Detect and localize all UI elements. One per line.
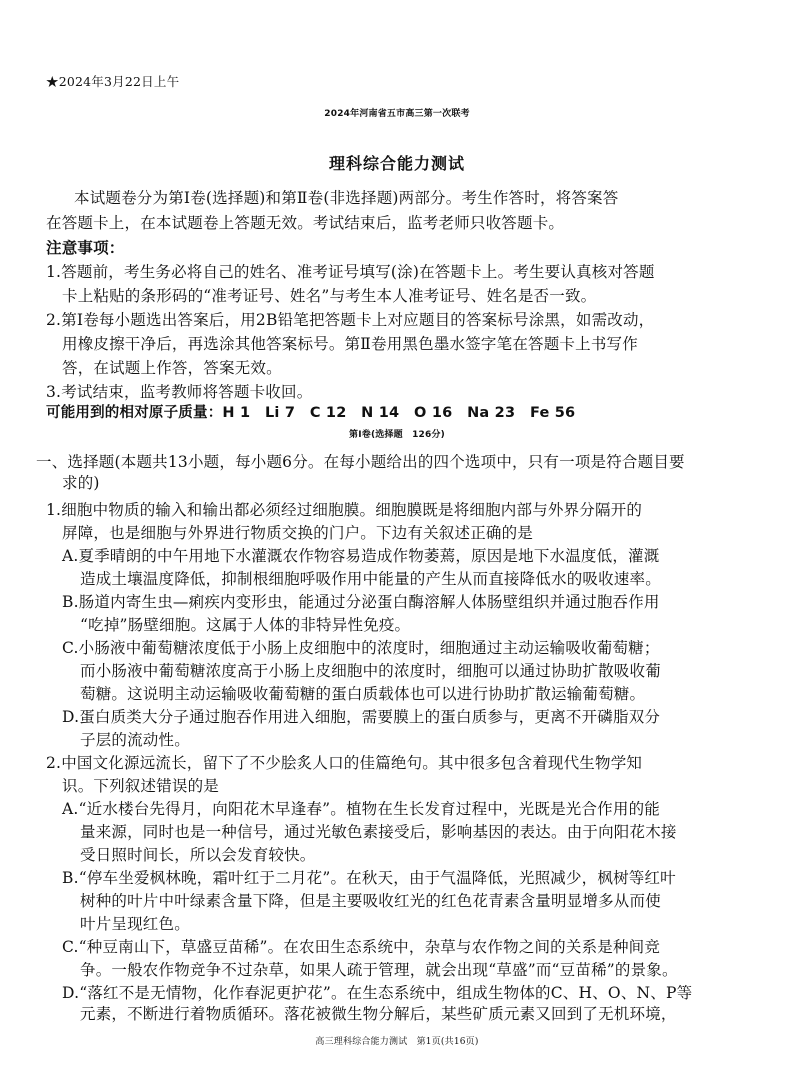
question-2-stem: 2.中国文化源远流长，留下了不少脍炙人口的佳篇绝句。其中很多包含着现代生物学知 xyxy=(46,754,643,772)
question-1-option-b: “吃掉”肠壁细胞。这属于人体的非特异性免疫。 xyxy=(80,616,411,634)
question-1-stem: 1.细胞中物质的输入和输出都必须经过细胞膜。细胞膜既是将细胞内部与外界分隔开的 xyxy=(46,501,643,519)
question-1-option-c: C.小肠液中葡萄糖浓度低于小肠上皮细胞中的浓度时，细胞通过主动运输吸收葡萄糖； xyxy=(62,639,660,657)
question-2-option-c: 争。一般农作物竞争不过杂草，如果人疏于管理，就会出现“草盛”而“豆苗稀”的景象。 xyxy=(80,961,678,979)
question-2-option-b: B.“停车坐爱枫林晚，霜叶红于二月花”。在秋天，由于气温降低，光照减少，枫树等红叶 xyxy=(62,869,676,887)
question-1-option-a: A.夏季晴朗的中午用地下水灌溉农作物容易造成作物萎蔫，原因是地下水温度低，灌溉 xyxy=(62,547,660,565)
question-1-option-c: 而小肠液中葡萄糖浓度高于小肠上皮细胞中的浓度时，细胞可以通过协助扩散吸收葡 xyxy=(80,662,661,680)
page-footer: 高三理科综合能力测试 第1页(共16页) xyxy=(315,1037,479,1047)
question-2-option-d: 元素，不断进行着物质循环。落花被微生物分解后，某些矿质元素又回到了无机环境， xyxy=(80,1005,677,1023)
question-1-option-c: 萄糖。这说明主动运输吸收葡萄糖的蛋白质载体也可以进行协助扩散运输葡萄糖。 xyxy=(80,685,646,703)
question-2-option-a: A.“近水楼台先得月，向阳花木早逢春”。植物在生长发育过程中，光既是光合作用的能 xyxy=(62,800,660,818)
question-2-option-b: 叶片呈现红色。 xyxy=(80,915,190,933)
question-2-option-a: 量来源，同时也是一种信号，通过光敏色素接受后，影响基因的表达。由于向阳花木接 xyxy=(80,823,677,841)
question-1-option-b: B.肠道内寄生虫—痢疾内变形虫，能通过分泌蛋白酶溶解人体肠壁组织并通过胞吞作用 xyxy=(62,593,660,611)
section-instruction: 求的) xyxy=(62,474,100,492)
exam-date: ★2024年3月22日上午 xyxy=(46,74,180,89)
notice-heading: 注意事项： xyxy=(46,239,125,257)
notice-line: 卡上粘贴的条形码的“准考证号、姓名”与考生本人准考证号、姓名是否一致。 xyxy=(62,287,597,305)
question-2-option-c: C.“种豆南山下，草盛豆苗稀”。在农田生态系统中，杂草与农作物之间的关系是种间竞 xyxy=(62,938,661,956)
question-2-option-b: 树种的叶片中叶绿素含量下降，但是主要吸收红光的红色花青素含量明显增多从而使 xyxy=(80,892,661,910)
notice-line: 用橡皮擦干净后，再选涂其他答案标号。第Ⅱ卷用黑色墨水签字笔在答题卡上书写作 xyxy=(62,335,638,353)
question-1-option-d: 子层的流动性。 xyxy=(80,731,190,749)
section-title: 第Ⅰ卷(选择题 126分) xyxy=(349,430,445,440)
intro-line: 在答题卡上，在本试题卷上答题无效。考试结束后，监考老师只收答题卡。 xyxy=(46,214,565,232)
question-2-stem: 识。下列叙述错误的是 xyxy=(62,777,220,795)
notice-line: 2.第Ⅰ卷每小题选出答案后，用2B铅笔把答题卡上对应题目的答案标号涂黑，如需改动， xyxy=(46,311,655,329)
question-1-option-a: 造成土壤温度降低，抑制根细胞呼吸作用中能量的产生从而直接降低水的吸收速率。 xyxy=(80,570,661,588)
question-1-option-d: D.蛋白质类大分子通过胞吞作用进入细胞，需要膜上的蛋白质参与，更离不开磷脂双分 xyxy=(62,708,661,726)
exam-subtitle: 2024年河南省五市高三第一次联考 xyxy=(324,109,470,119)
atomic-masses: 可能用到的相对原子质量：H 1 Li 7 C 12 N 14 O 16 Na 23 Fe 56 xyxy=(46,405,576,421)
exam-title: 理科综合能力测试 xyxy=(328,154,465,173)
question-2-option-a: 受日照时间长，所以会发育较快。 xyxy=(80,846,316,864)
question-2-option-d: D.“落红不是无情物，化作春泥更护花”。在生态系统中，组成生物体的C、H、O、N、P等 xyxy=(62,984,693,1002)
intro-line: 本试题卷分为第Ⅰ卷(选择题)和第Ⅱ卷(非选择题)两部分。考生作答时，将答案答 xyxy=(74,189,619,207)
notice-line: 3.考试结束，监考教师将答题卡收回。 xyxy=(46,383,313,401)
section-instruction: 一、选择题(本题共13小题，每小题6分。在每小题给出的四个选项中，只有一项是符合题目要 xyxy=(36,453,685,471)
notice-line: 1.答题前，考生务必将自己的姓名、准考证号填写(涂)在答题卡上。考生要认真核对答题 xyxy=(46,263,655,281)
question-1-stem: 屏障，也是细胞与外界进行物质交换的门户。下边有关叙述正确的是 xyxy=(62,524,534,542)
notice-line: 答，在试题上作答，答案无效。 xyxy=(62,359,282,377)
